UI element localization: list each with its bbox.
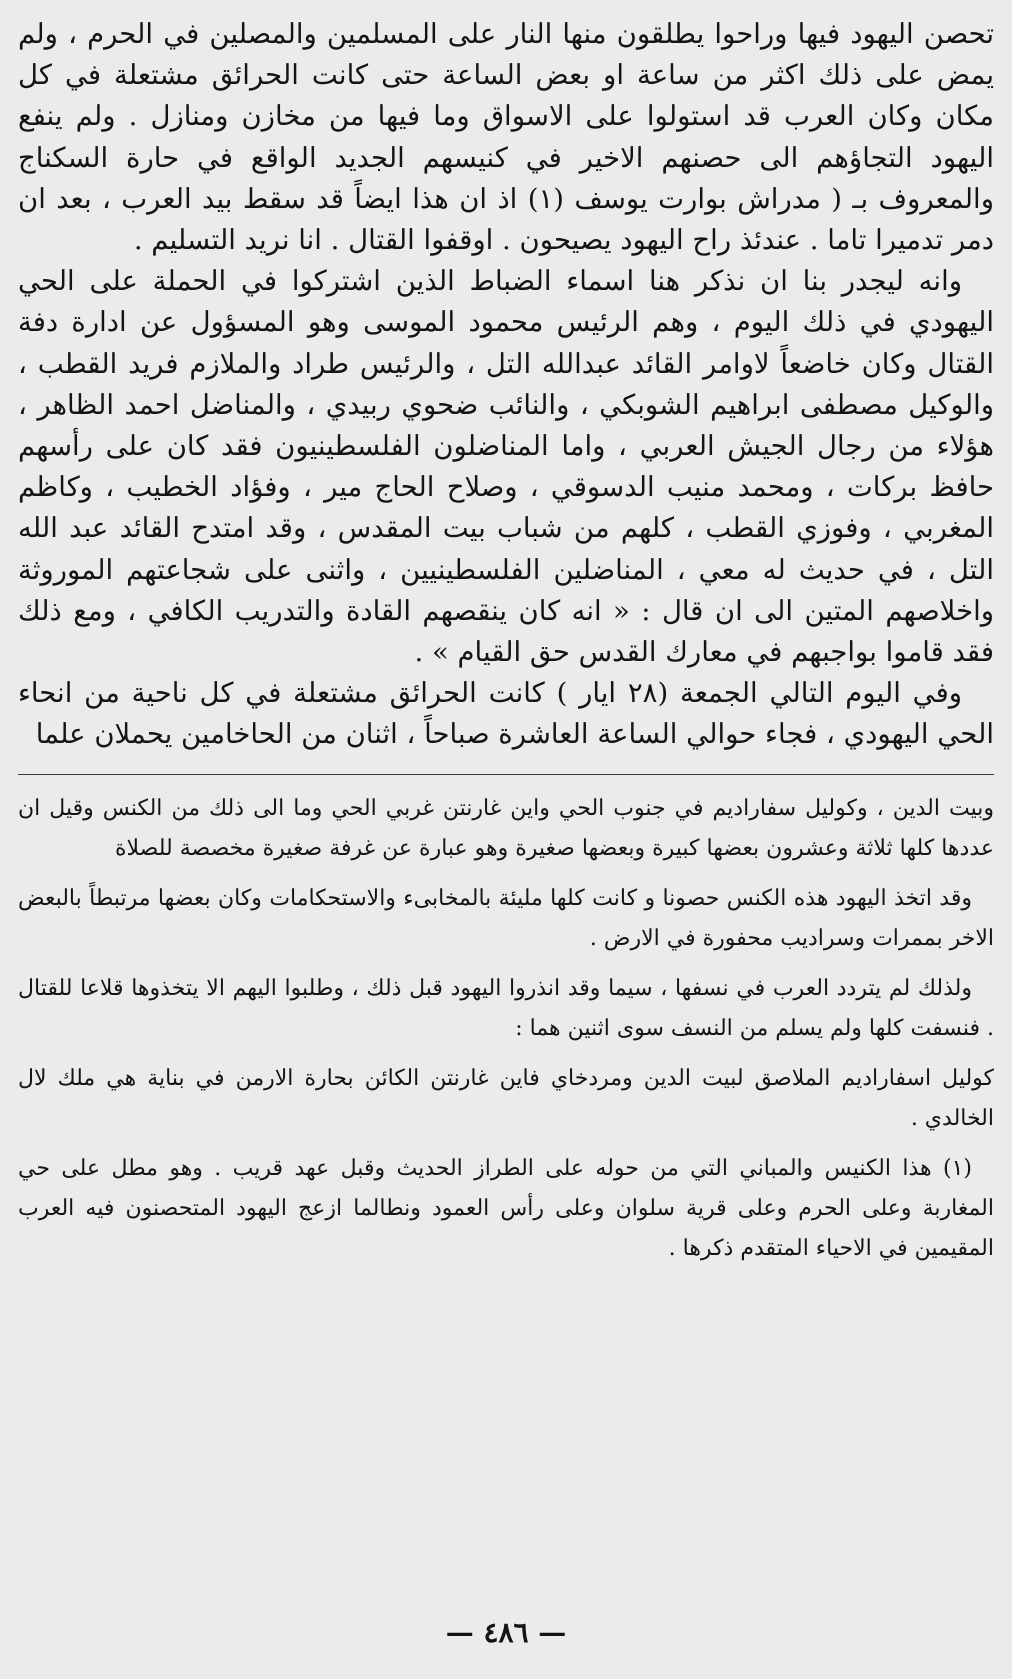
footnote-paragraph: وبيت الدين ، وكوليل سفاراديم في جنوب الحي واين غارنتن غربي الحي وما الى ذلك من الكنس وقيل ان عددها كلها ثلاثة وعشرون بعضها كبيرة وبعضها صغيرة وهو عبارة عن غرفة صغيرة مخصصة للصلاة <box>18 795 994 861</box>
body-paragraph: وفي اليوم التالي الجمعة (٢٨ ايار ) كانت الحرائق مشتعلة في كل ناحية من انحاء الحي اليهودي ، فجاء حوالي الساعة العاشرة صباحاً ، اثنان من الحاخامين يحملان علما <box>18 677 994 751</box>
footnote-divider <box>18 774 994 775</box>
footnote-paragraph: كوليل اسفاراديم الملاصق لبيت الدين ومردخاي فاين غارنتن الكائن بحارة الارمن في بناية هي ملك لال الخالدي . <box>18 1065 994 1131</box>
footnote-paragraph: ولذلك لم يتردد العرب في نسفها ، سيما وقد انذروا اليهود قبل ذلك ، وطلبوا اليهم الا يتخذوها قلاعا للقتال . فنسفت كلها ولم يسلم من النسف سوى اثنين هما : <box>18 975 994 1041</box>
footnotes <box>18 789 994 1269</box>
body-paragraph: وانه ليجدر بنا ان نذكر هنا اسماء الضباط الذين اشتركوا في الحملة على الحي اليهودي في ذلك اليوم ، وهم الرئيس محمود الموسى وهو المسؤول عن ادارة دفة القتال وكان خاضعاً لاوامر القائد عبدالله التل ، والرئيس طراد والملازم فريد القطب ، والوكيل مصطفى ابراهيم الشوبكي ، والنائب ضحوي ربيدي ، والمناضل احمد الظاهر ، هؤلاء من رجال الجيش العربي ، واما المناضلون الفلسطينيون فقد كان على رأسهم حافظ بركات ، ومحمد منيب الدسوقي ، وصلاح الحاج مير ، وفؤاد الخطيب ، وكاظم المغربي ، وفوزي القطب ، كلهم من شباب بيت المقدس ، وقد امتدح القائد عبد الله التل ، في حديث له معي ، المناضلين الفلسطينيين ، واثنى على شجاعتهم الموروثة واخلاصهم المتين الى ان قال : « انه كان ينقصهم القادة والتدريب الكافي ، ومع ذلك فقد قاموا بواجبهم في معارك القدس حق القيام » . <box>18 265 994 669</box>
page-number: — ٤٨٦ — <box>445 1616 567 1649</box>
footnote-paragraph: (١) هذا الكنيس والمباني التي من حوله على الطراز الحديث وقبل عهد قريب . وهو مطل على حي المغاربة وعلى الحرم وعلى قرية سلوان وعلى رأس العمود ونطالما ازعج اليهود المتحصنون فيه العرب المقيمين في الاحياء المتقدم ذكرها . <box>18 1155 994 1261</box>
main-text <box>18 14 994 756</box>
footnote-paragraph: وقد اتخذ اليهود هذه الكنس حصونا و كانت كلها مليئة بالمخابىء والاستحكامات وكان بعضها مرتبطاً بالبعض الاخر بممرات وسراديب محفورة في الارض . <box>18 885 994 951</box>
body-paragraph: تحصن اليهود فيها وراحوا يطلقون منها النار على المسلمين والمصلين في الحرم ، ولم يمض على ذلك اكثر من ساعة او بعض الساعة حتى كانت الحرائق مشتعلة في كل مكان وكان العرب قد استولوا على الاسواق وما فيها من مخازن ومنازل . ولم ينفع اليهود التجاؤهم الى حصنهم الاخير في كنيسهم الجديد الواقع في حارة السكناج والمعروف بـ ( مدراش بوارت يوسف (١) اذ ان هذا ايضاً قد سقط بيد العرب ، بعد ان دمر تدميرا تاما . عندئذ راح اليهود يصيحون . اوقفوا القتال . انا نريد التسليم . <box>18 18 994 257</box>
